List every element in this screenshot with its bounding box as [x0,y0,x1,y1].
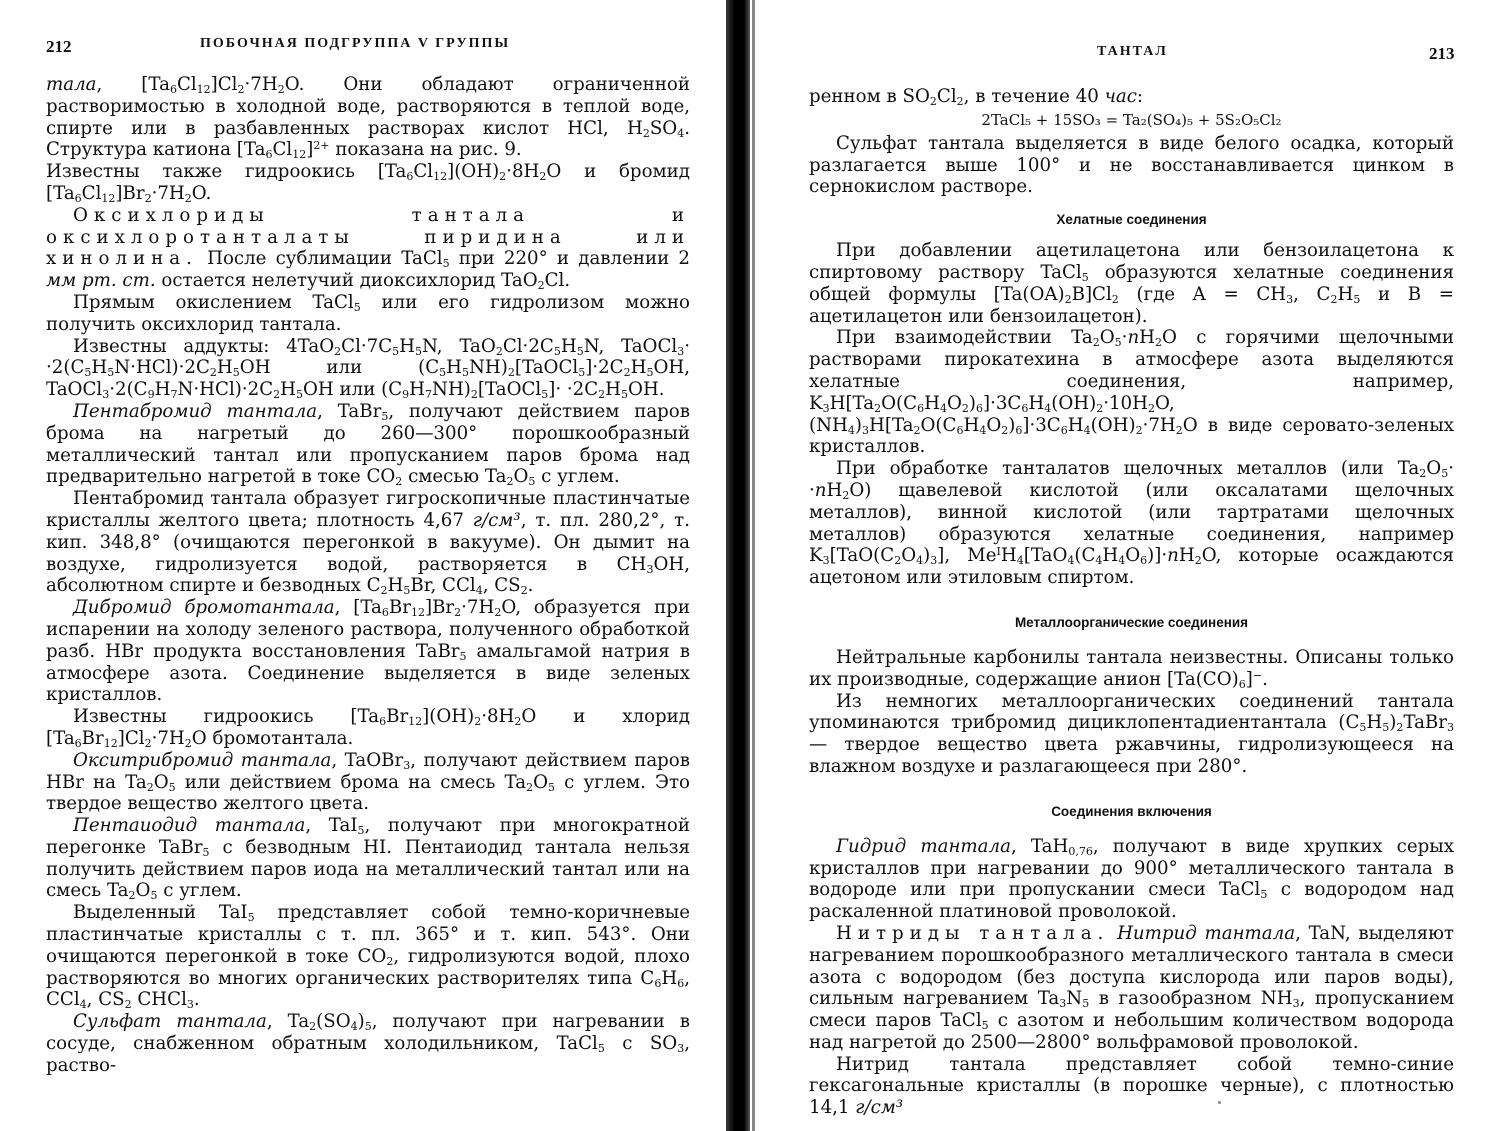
right-body-text [809,86,1454,1119]
paragraph: Окситрибромид тантала, TaOBr$_3$, получают действием паров HBr на $Ta_2O_5$ или действием брома на смесь $Ta_2O_5$ с углем. Это твердое вещество желтого цвета. [46,749,690,815]
right-page-number: 213 [1429,44,1455,63]
paragraph: Гидрид тантала, TaH$_{0,76}$, получают в виде хрупких серых кристаллов при нагревании до 900° металлического тантала в водороде или при пропускании смеси TaCl$_5$ с водородом над раскаленной платиновой проволокой. [809,835,1455,923]
paragraph: При добавлении ацетилацетона или бензоилацетона к спиртовому раствору TaCl$_5$ образуются хелатные соединения общей формулы $[Ta(OA)_2B]Cl_2$ (где $A = CH_3$, $C_2H_5$ и B = ацетилацетон или бензоилацетон). [809,240,1454,327]
section-heading: Металлоорганические соединения [1014,614,1249,630]
paragraph: Известны также гидроокись $[Ta_6Cl_{12}](OH)_2\cdot 8H_2O$ и бромид $[Ta_6Cl_{12}]Br_2\cdot 7H_2O$. [46,161,690,205]
paragraph: Известны гидроокись $[Ta_6Br_{12}](OH)_2\cdot 8H_2O$ и хлорид $[Ta_6Br_{12}]Cl_2\cdot 7H_2O$ бромотантала. [46,706,690,750]
paragraph: Оксихлориды тантала и оксихлоротанталаты пиридина или хинолина. После сублимации TaCl$_5$ при 220° и давлении 2 мм рт. ст. остается нелетучий диоксихлорид TaO$_2$Cl. [46,204,690,293]
book-spine-shadow [726,0,750,1131]
left-running-title: ПОБОЧНАЯ ПОДГРУППА V ГРУППЫ [200,36,511,51]
paragraph: Сульфат тантала, $Ta_2(SO_4)_5$, получают при нагревании в сосуде, снабженном обратным холодильником, TaCl$_5$ с $SO_3$, раство- [46,1011,691,1076]
paragraph: Дибромид бромотантала, $[Ta_6Br_{12}]Br_2\cdot 7H_2O$, образуется при испарении на холоду зеленого раствора, полученного обработкой разб. HBr продукта восстановления TaBr$_5$ амальгамой натрия в атмосфере азота. Соединение выделяется в виде зеленых кристаллов. [46,597,690,706]
paragraph: При взаимодействии $Ta_2O_5\cdot nH_2O$ с горячими щелочными растворами пирокатехина в атмосфере азота выделяются хелатные соединения, например, $K_3H[Ta_2O(C_6H_4O_2)_6]\cdot 3C_6H_4(OH)_2\cdot 10H_2O$, $(NH_4)_3H[Ta_2O(C_6H_4O_2)_6]\cdot 3C_6H_4(OH)_2\cdot 7H_2O$ в виде серовато-зеленых кристаллов. [809,327,1454,458]
paragraph: Пентаиодид тантала, TaI$_5$, получают при многократной перегонке TaBr$_5$ с безводным HI. Пентаиодид тантала нельзя получить действием паров иода на металлический тантал или на смесь $Ta_2O_5$ с углем. [46,815,690,903]
chemical-equation: 2TaCl₅ + 15SO₃ = Ta₂(SO₄)₅ + 5S₂O₅Cl₂ [981,110,1282,129]
paragraph: Нейтральные карбонилы тантала неизвестны. Описаны только их производные, содержащие анион $[Ta(CO)_6]^-$. [809,646,1454,691]
paragraph: Пентабромид тантала, TaBr$_5$, получают действием паров брома на нагретый до 260—300° порошкообразный металлический тантал или пропусканием паров брома над предварительно нагретой в токе $CO_2$ смесью $Ta_2O_5$ с углем. [46,400,690,489]
paragraph: Пентабромид тантала образует гигроскопичные пластинчатые кристаллы желтого цвета; плотность 4,67 г/см³, т. пл. 280,2°, т. кип. 348,8° (очищаются перегонкой в вакууме). Он дымит на воздухе, гидролизуется водой, растворяется в $CH_3OH$, абсолютном спирте и безводных $C_2H_5Br$, CCl$_4$, $CS_2$. [46,488,690,598]
paragraph: ренном в $SO_2Cl_2$, в течение 40 час: [809,86,1144,108]
section-heading: Хелатные соединения [1056,212,1207,228]
paragraph: Известны аддукты: $4TaO_2Cl\cdot 7C_5H_5N$, $TaO_2Cl\cdot 2C_5H_5N$, TaOCl$_3$· $\cdot 2(C_5H_5N\cdot HCl)\cdot 2C_2H_5OH$ или $(C_5H_5NH)_2[TaOCl_5]\cdot 2C_2H_5OH$, $TaOCl_3\cdot 2(C_9H_7N\cdot HCl)\cdot 2C_2H_5OH$ или $(C_9H_7NH)_2[TaOCl_5]\cdot \cdot 2C_2H_5OH$. [46,335,690,402]
page-edge [752,0,755,1131]
left-body-text [46,74,690,1077]
paragraph: Выделенный TaI$_5$ представляет собой темно-коричневые пластинчатые кристаллы с т. пл. 365° и т. кип. 543°. Они очищаются перегонкой в токе $CO_2$, гидролизуются водой, плохо растворяются во многих органических растворителях типа $C_6H_6$, CCl$_4$, $CS_2$ CHCl$_3$. [46,902,690,1012]
paragraph: Прямым окислением TaCl$_5$ или его гидролизом можно получить оксихлорид тантала. [46,291,690,335]
paragraph: При обработке танталатов щелочных металлов (или $Ta_2O_5\cdot \cdot nH_2O$) щавелевой кислотой (или оксалатами щелочных металлов), винной кислотой (или тартратами щелочных металлов) образуются хелатные соединения, например $K_3[TaO(C_2O_4)_3]$, $Me^IH_4[TaO_4(C_4H_4O_6)]\cdot nH_2O$, которые осаждаются ацетоном или этиловым спиртом. [809,458,1454,589]
paragraph: тала, $[Ta_6Cl_{12}]Cl_2\cdot 7H_2O$. Они обладают ограниченной растворимостью в холодной воде, растворяются в теплой воде, спирте или в разбавленных растворах кислот HCl, $H_2SO_4$. Структура катиона $[Ta_6Cl_{12}]^{2+}$ показана на рис. 9. [46,74,690,162]
scan-speck [1218,1101,1221,1104]
right-running-title: ТАНТАЛ [1097,44,1168,59]
left-page [0,0,725,1131]
left-page-number: 212 [46,37,72,56]
paragraph: Нитрид тантала представляет собой темно-синие гексагональные кристаллы (в порошке черные), с плотностью 14,1 г/см³ [809,1053,1454,1119]
section-heading: Соединения включения [1051,803,1212,819]
paragraph: Сульфат тантала выделяется в виде белого осадка, который разлагается выше 100° и не восстанавливается цинком в сернокислом растворе. [809,132,1454,198]
right-page [762,0,1508,1131]
paragraph: Нитриды тантала. Нитрид тантала, TaN, выделяют нагреванием порошкообразного металлического тантала в смеси азота с водородом (без доступа кислорода или паров воды), сильным нагреванием $Ta_3N_5$ в газообразном $NH_3$, пропусканием смеси паров TaCl$_5$ с азотом и небольшим количеством водорода над нагретой до 2500—2800° вольфрамовой проволокой. [809,922,1454,1053]
paragraph: Из немногих металлоорганических соединений тантала упоминаются трибромид дициклопентадиентантала $(C_5H_5)_2TaBr_3$ — твердое вещество цвета ржавчины, гидролизующееся на влажном воздухе и разлагающееся при 280°. [809,690,1454,777]
